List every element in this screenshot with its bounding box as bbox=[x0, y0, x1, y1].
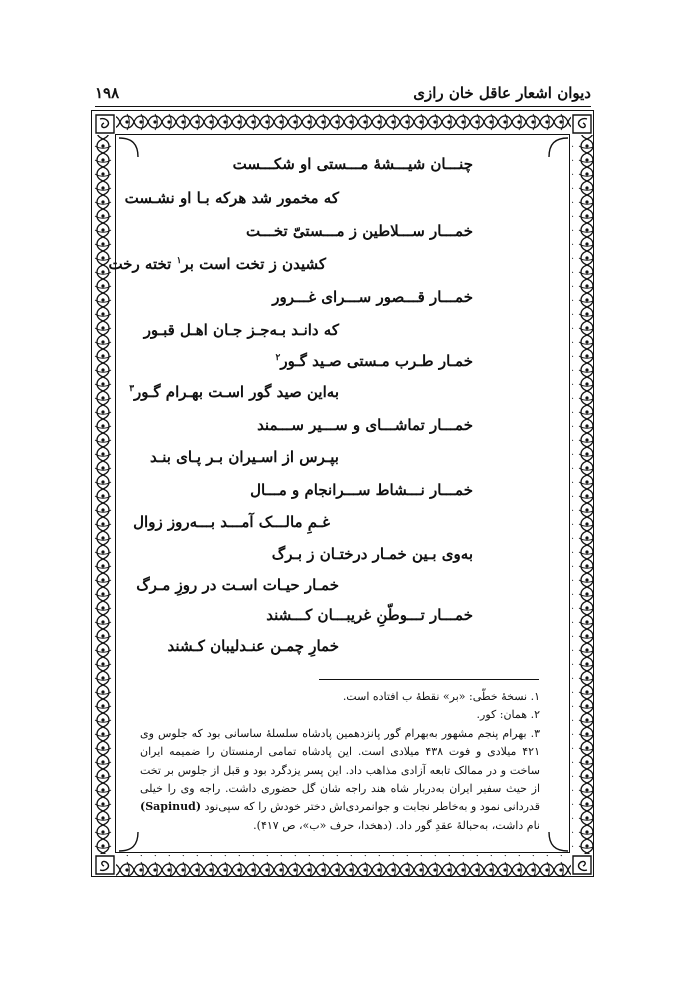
book-title: دیوان اشعار عاقل خان رازی bbox=[413, 84, 591, 102]
verse-4-right bbox=[275, 352, 473, 370]
verse-4-left bbox=[129, 383, 339, 401]
footnote-ref-1: ۱ bbox=[176, 256, 182, 266]
footnotes bbox=[140, 688, 540, 835]
footnote-1 bbox=[140, 688, 540, 706]
verse-2-left bbox=[108, 255, 326, 273]
verse-1-right: چنـــان شیـــشهٔ مـــستی او شکـــست bbox=[232, 155, 473, 173]
running-header bbox=[95, 84, 591, 106]
footnote-3-latin: (Sapinud) bbox=[140, 800, 202, 814]
footnote-3 bbox=[140, 725, 540, 835]
verse-2-left-head: کشیدن ز تخت است بر bbox=[181, 255, 326, 273]
footnote-ref-3: ۳ bbox=[129, 384, 135, 394]
verse-2-left-tail: تخته رخت bbox=[108, 255, 177, 273]
verse-2-right: خمـــار ســـلاطین ز مـــستیّ تخـــت bbox=[245, 222, 473, 240]
verse-6-right: خمـــار نـــشاط ســـرانجام و مـــال bbox=[250, 481, 473, 499]
footnote-2-number: ۲. bbox=[530, 708, 540, 722]
verse-6-left: غـمِ مالـــک آمـــد بـــه‌روز زوال bbox=[133, 513, 330, 531]
page-number: ۱۹۸ bbox=[95, 84, 120, 102]
footnote-1-text: نسخهٔ خطّی: «بر» نقطهٔ ب افتاده است. bbox=[342, 690, 528, 703]
verse-7-left: خمـار حیـات اسـت در روزِ مـرگ bbox=[136, 576, 339, 594]
header-rule bbox=[95, 106, 591, 107]
verse-5-left: بپـرس از اسـیران بـر پـای بنـد bbox=[149, 448, 339, 466]
footnote-ref-2: ۲ bbox=[275, 353, 281, 363]
footnote-separator bbox=[319, 679, 539, 680]
footnote-3-text: بهرام پنجم مشهور به‌بهرام گور پانزدهمین پادشاه سلسلهٔ ساسانی بود که جلوس وی ۴۲۱ میلادی و فوت ۴۳۸ میلادی است. این پادشاه تمامی ارمنستان را ضمیمه ایران ساخت و در ممالک تابعه آزادی مذاهب داد. این پسر یزدگرد بود و قبل از جلوس بر تخت از حیث سفیر ایران به‌دربار شاه هند راجه شان گل حضوری داشت. راجه وی را خیلی قدردانی نمود و به‌خاطر نجابت و جوانمردی‌اش دختر خودش را که سپی‌نود bbox=[140, 726, 540, 814]
verse-8-right: خمـــار تـــوطّنِ غریبـــان کـــشند bbox=[266, 606, 473, 624]
footnote-1-number: ۱. bbox=[530, 690, 540, 703]
verse-8-left: خمارِ چمـن عنـدلیبان کـشند bbox=[167, 637, 339, 655]
verse-3-right: خمـــار قـــصور ســـرای غـــرور bbox=[272, 288, 473, 306]
verse-7-right: به‌وی بـین خمـار درختـان ز بـرگ bbox=[271, 545, 473, 563]
footnote-2-text: همان: کور. bbox=[476, 708, 528, 722]
verse-3-left: که دانـد بـه‌جـز جـان اهـل قبـور bbox=[143, 321, 339, 339]
verse-5-right: خمـــار تماشـــای و ســـیر ســـمند bbox=[257, 416, 473, 434]
footnote-2 bbox=[140, 706, 540, 724]
footnote-3-tail: نام داشت، به‌حبالهٔ عقدِ گور داد. (دهخدا، حرف «ب»، ص ۴۱۷). bbox=[253, 818, 540, 832]
verse-4-right-text: خمـار طـرب مـستی صـید گـور bbox=[280, 352, 473, 370]
verse-1-left: که مخمور شد هرکه بـا او نشـست bbox=[124, 189, 339, 207]
footnote-3-number: ۳. bbox=[530, 726, 541, 740]
verse-4-left-text: به‌این صید گور اسـت بهـرام گـور bbox=[134, 383, 339, 401]
